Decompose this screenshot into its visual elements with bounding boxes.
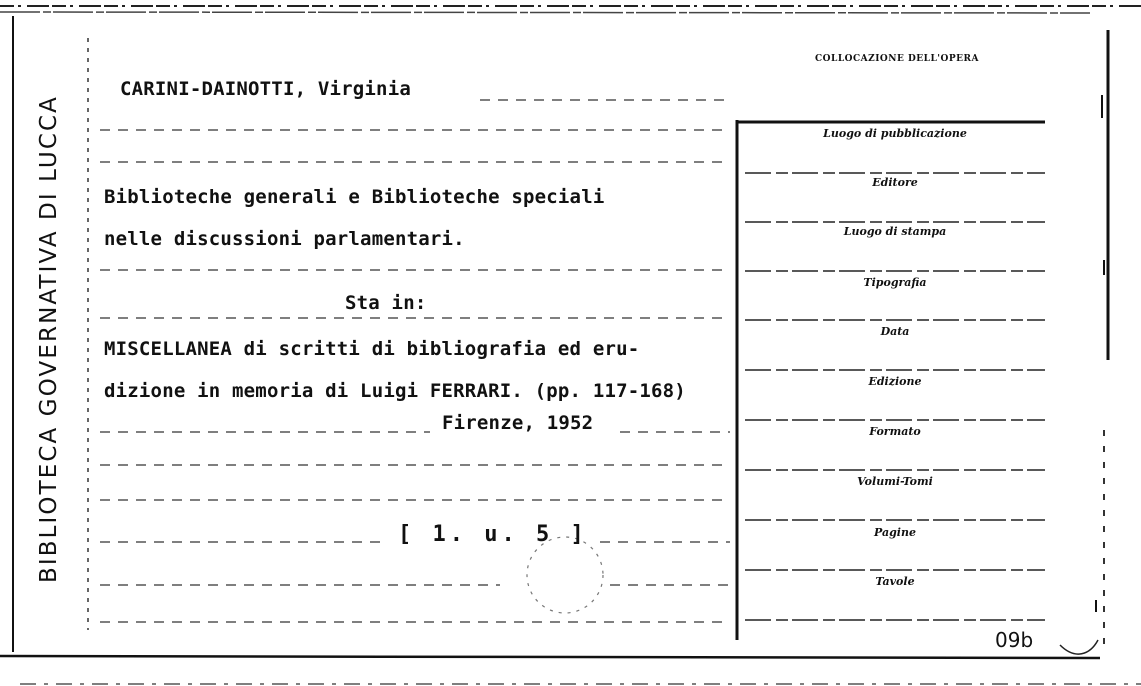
source-line-2: dizione in memoria di Luigi FERRARI. (pp. 117-168) [104, 380, 686, 402]
field-edizione: Edizione [868, 375, 922, 388]
field-luogo-pubblicazione: Luogo di pubblicazione [823, 127, 967, 140]
title-line-2: nelle discussioni parlamentari. [104, 228, 465, 250]
field-formato: Formato [869, 425, 921, 438]
place-year: Firenze, 1952 [442, 412, 594, 434]
handwritten-note: 09b [995, 628, 1034, 652]
field-tavole: Tavole [875, 575, 915, 588]
field-tipografia: Tipografia [863, 276, 927, 289]
title-line-1: Biblioteche generali e Biblioteche speciali [104, 186, 605, 208]
source-line-1: MISCELLANEA di scritti di bibliografia ed eru- [104, 338, 640, 360]
field-editore: Editore [872, 176, 918, 189]
in-label: Sta in: [345, 292, 427, 314]
field-data: Data [880, 325, 910, 338]
library-name-stamp: BIBLIOTECA GOVERNATIVA DI LUCCA [36, 94, 62, 584]
field-volumi-tomi: Volumi-Tomi [857, 475, 933, 488]
collocation-heading: COLLOCAZIONE DELL'OPERA [815, 54, 979, 64]
field-luogo-stampa: Luogo di stampa [843, 225, 947, 238]
shelfmark: [ 1. u. 5 ] [398, 522, 588, 547]
field-pagine: Pagine [874, 526, 916, 539]
author-line: CARINI-DAINOTTI, Virginia [120, 78, 411, 100]
